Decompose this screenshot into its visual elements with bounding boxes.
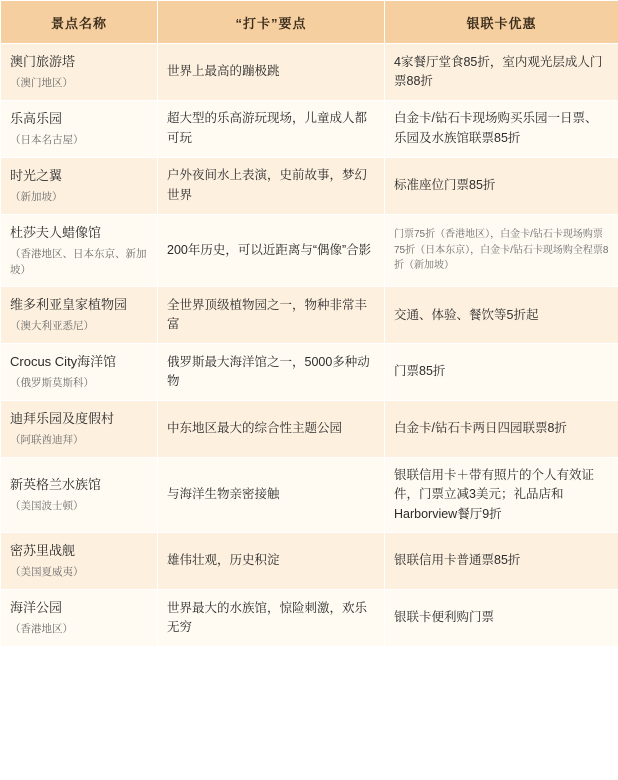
attraction-name-cell	[1, 287, 158, 344]
attraction-name: 杜莎夫人蜡像馆	[10, 224, 102, 240]
column-header-name: 景点名称	[1, 1, 158, 44]
attraction-name-cell	[1, 100, 158, 157]
attraction-offer: 交通、体验、餐饮等5折起	[385, 287, 618, 344]
attraction-location: （澳门地区）	[10, 77, 73, 90]
table-row	[1, 590, 618, 647]
column-header-highlight: “打卡”要点	[158, 1, 385, 44]
attraction-highlight: 俄罗斯最大海洋馆之一，5000多种动物	[158, 344, 385, 401]
attraction-name: 时光之翼	[10, 167, 63, 183]
attraction-highlight: 世界最大的水族馆，惊险刺激，欢乐无穷	[158, 590, 385, 647]
attraction-offer: 门票85折	[385, 344, 618, 401]
attraction-name-cell	[1, 157, 158, 214]
table-body	[1, 44, 618, 647]
attraction-offer: 白金卡/钻石卡现场购买乐园一日票、乐园及水族馆联票85折	[385, 100, 618, 157]
attraction-highlight: 与海洋生物亲密接触	[158, 457, 385, 532]
attraction-location: （澳大利亚悉尼）	[10, 320, 94, 333]
attraction-highlight: 雄伟壮观，历史积淀	[158, 533, 385, 590]
attraction-name-cell	[1, 401, 158, 458]
attraction-location: （美国夏威夷）	[10, 566, 84, 579]
table-row	[1, 533, 618, 590]
attraction-name: Crocus City海洋馆	[10, 354, 117, 370]
attraction-name-cell	[1, 590, 158, 647]
attraction-name: 澳门旅游塔	[10, 54, 76, 69]
attraction-location: （美国波士顿）	[10, 500, 84, 513]
attraction-offer: 门票75折（香港地区），白金卡/钻石卡现场购票75折（日本东京），白金卡/钻石卡现场购全程票8折（新加坡）	[385, 214, 618, 287]
attraction-location: （香港地区）	[10, 623, 73, 636]
table-row	[1, 401, 618, 458]
attraction-name: 新英格兰水族馆	[10, 477, 102, 493]
attraction-name-cell	[1, 214, 158, 287]
attraction-highlight: 中东地区最大的综合性主题公园	[158, 401, 385, 458]
attraction-location: （俄罗斯莫斯科）	[10, 377, 94, 390]
attraction-name: 密苏里战舰	[10, 543, 76, 559]
table-header-row	[1, 1, 618, 44]
attraction-name-cell	[1, 344, 158, 401]
attraction-name-cell	[1, 533, 158, 590]
attraction-name-cell	[1, 457, 158, 532]
attraction-highlight: 超大型的乐高游玩现场，儿童成人都可玩	[158, 100, 385, 157]
attraction-offer: 4家餐厅堂食85折，室内观光层成人门票88折	[385, 44, 618, 101]
table-row	[1, 214, 618, 287]
attraction-highlight: 世界上最高的蹦极跳	[158, 44, 385, 101]
attraction-name: 迪拜乐园及度假村	[10, 411, 115, 427]
table-row	[1, 100, 618, 157]
table-row	[1, 44, 618, 101]
attraction-highlight: 全世界顶级植物园之一，物种非常丰富	[158, 287, 385, 344]
attraction-offer: 标准座位门票85折	[385, 157, 618, 214]
attraction-name: 维多利亚皇家植物园	[10, 297, 128, 313]
attraction-offer: 银联信用卡普通票85折	[385, 533, 618, 590]
table-header	[1, 1, 618, 44]
attraction-name-cell	[1, 44, 158, 101]
table-row	[1, 287, 618, 344]
attraction-offer: 银联卡便利购门票	[385, 590, 618, 647]
table-row	[1, 157, 618, 214]
column-header-offer: 银联卡优惠	[385, 1, 618, 44]
attraction-offer: 银联信用卡＋带有照片的个人有效证件，门票立减3美元；礼品店和Harborview餐厅9折	[385, 457, 618, 532]
attraction-name: 海洋公园	[10, 600, 63, 615]
table-row	[1, 457, 618, 532]
attraction-highlight: 200年历史，可以近距离与“偶像”合影	[158, 214, 385, 287]
attraction-location: （新加坡）	[10, 190, 63, 203]
attraction-highlight: 户外夜间水上表演，史前故事，梦幻世界	[158, 157, 385, 214]
attraction-location: （阿联酋迪拜）	[10, 434, 84, 447]
attraction-offer: 白金卡/钻石卡两日四园联票8折	[385, 401, 618, 458]
attraction-name: 乐高乐园	[10, 110, 63, 126]
table-row	[1, 344, 618, 401]
attraction-location: （香港地区、日本东京、新加坡）	[10, 247, 147, 276]
attraction-location: （日本名古屋）	[10, 134, 84, 147]
